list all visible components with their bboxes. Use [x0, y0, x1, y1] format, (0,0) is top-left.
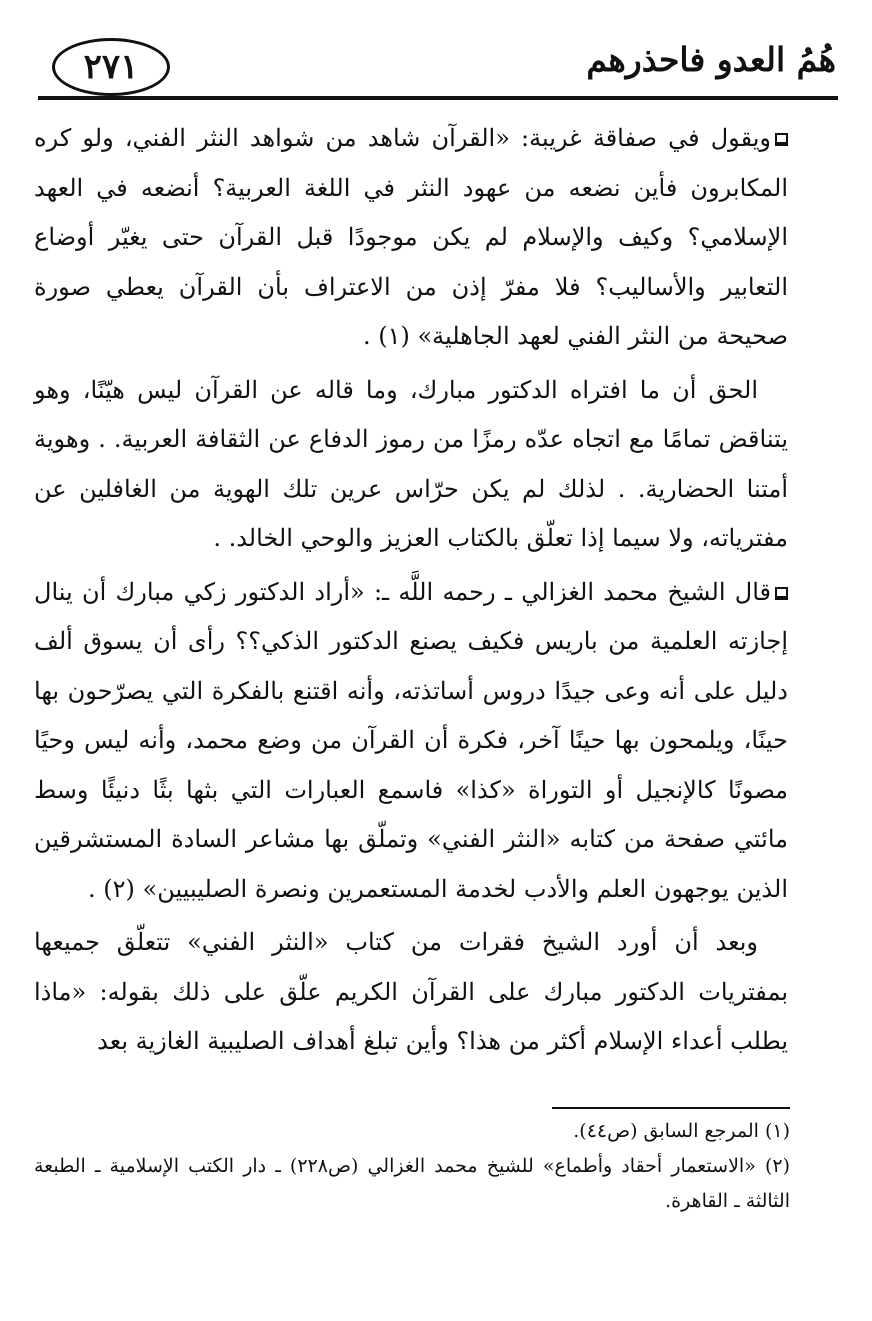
paragraph-text: الحق أن ما افتراه الدكتور مبارك، وما قاله عن القرآن ليس هيّنًا، وهو يتناقض تمامًا مع اتجاه عدّه رمزًا من رموز الدفاع عن الثقافة العربية. . وهوية أمتنا الحضارية. . لذلك لم يكن حرّاس عرين تلك الهوية من الغافلين عن مفترياته، ولا سيما إذا تعلّق بالكتاب العزيز والوحي الخالد. .: [34, 375, 788, 552]
paragraph-3: [34, 568, 788, 915]
paragraph-text: قال الشيخ محمد الغزالي ـ رحمه اللَّه ـ: «أراد الدكتور زكي مبارك أن ينال إجازته العلمية من باريس فكيف يصنع الدكتور الذكي؟؟ رأى أن يسوق ألف دليل على أنه وعى جيدًا دروس أساتذته، وأنه اقتنع بالفكرة التي يصرّحون بها حينًا، ويلمحون بها حينًا آخر، فكرة أن القرآن من وضع محمد، وأنه ليس وحيًا مصونًا كالإنجيل أو التوراة «كذا» فاسمع العبارات التي بثها بثًا دنيئًا وسط مائتي صفحة من كتابه «النثر الفني» وتملّق بها مشاعر السادة المستشرقين الذين يوجهون العلم والأدب لخدمة المستعمرين ونصرة الصليبيين» (٢) .: [34, 577, 788, 903]
footnote-2: (٢) «الاستعمار أحقاد وأطماع» للشيخ محمد الغزالي (ص٢٢٨) ـ دار الكتب الإسلامية ـ الطبعة الثالثة ـ القاهرة.: [34, 1155, 790, 1212]
paragraph-text: وبعد أن أورد الشيخ فقرات من كتاب «النثر الفني» تتعلّق جميعها بمفتريات الدكتور مبارك على القرآن الكريم علّق على ذلك بقوله: «ماذا يطلب أعداء الإسلام أكثر من هذا؟ وأين تبلغ أهداف الصليبية الغازية بعد: [34, 928, 788, 1055]
paragraph-4: [34, 918, 788, 1067]
paragraph-1: [34, 114, 788, 362]
body-text: [34, 114, 788, 1067]
paragraph-box-marker-icon: [775, 133, 788, 146]
page-number: ٢٧١: [52, 38, 170, 96]
paragraph-text: ويقول في صفاقة غريبة: «القرآن شاهد من شواهد النثر الفني، ولو كره المكابرون فأين نضعه من عهود النثر في اللغة العربية؟ أنضعه في العهد الإسلامي؟ وكيف والإسلام لم يكن موجودًا قبل القرآن حتى يغيّر أوضاع التعابير والأساليب؟ فلا مفرّ إذن من الاعتراف بأن القرآن يعطي صورة صحيحة من النثر الفني لعهد الجاهلية» (١) .: [34, 124, 788, 350]
page-header: [38, 26, 838, 104]
running-title: هُمُ العدو فاحذرهم: [586, 40, 836, 79]
paragraph-box-marker-icon: [775, 587, 788, 600]
header-divider: [38, 96, 838, 100]
footnote-divider: [552, 1107, 790, 1109]
footnotes: [34, 1114, 790, 1219]
paragraph-2: [34, 366, 788, 564]
footnote-1: (١) المرجع السابق (ص٤٤).: [573, 1120, 790, 1142]
